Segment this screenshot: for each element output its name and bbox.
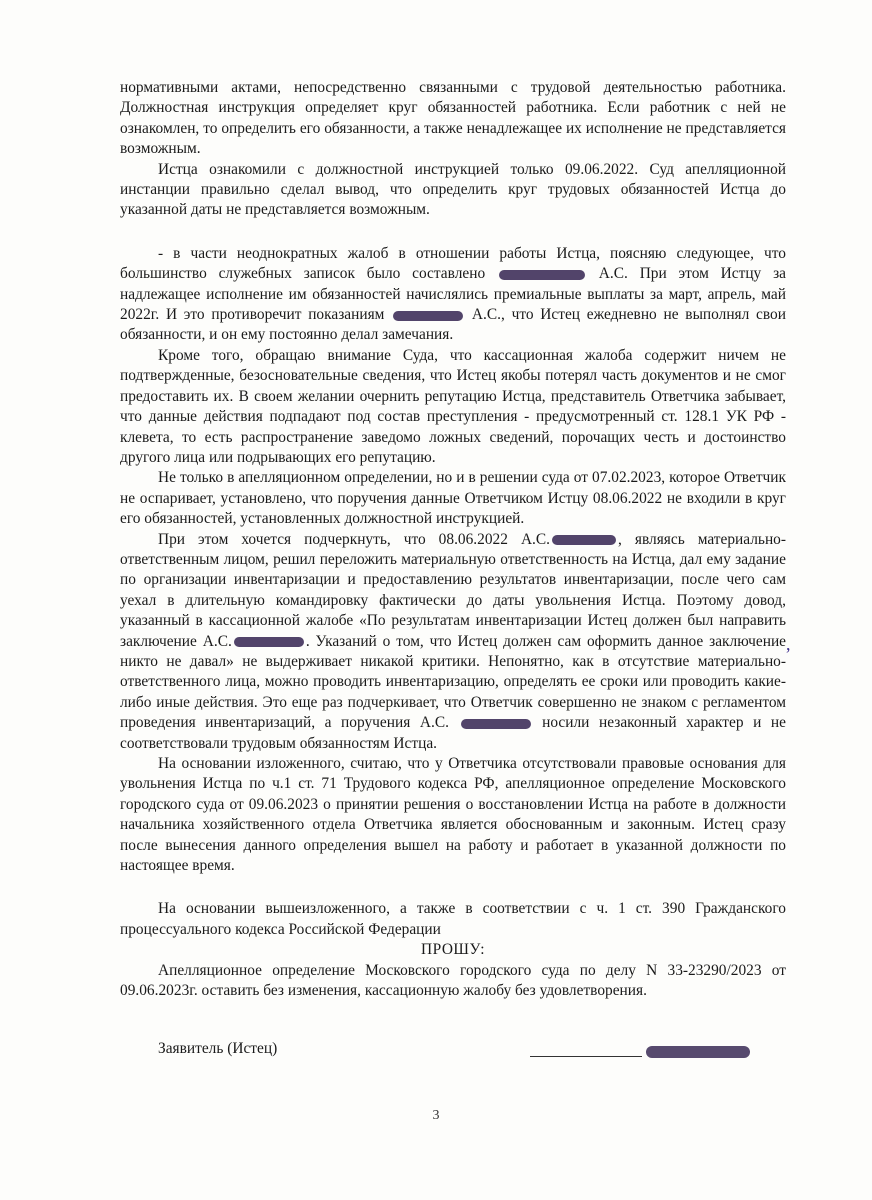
signature-label: Заявитель (Истец) bbox=[158, 1040, 278, 1057]
redacted-signature bbox=[646, 1046, 750, 1058]
paragraph-complaints bbox=[120, 244, 786, 346]
spacer bbox=[120, 221, 786, 244]
paragraph-inventory bbox=[120, 530, 786, 754]
paragraph-conclusion: На основании изложенного, считаю, что у Ответчика отсутствовали правовые основания для увольнения Истца по ч.1 ст. 71 Трудового кодекса РФ, апелляционное определение Московского городского суда от 09.06.2023 о принятии решения о восстановлении Истца на работе в должности начальника хозяйственного отдела Ответчика является обоснованным и законным. Истец сразу после вынесения данного определения вышел на работу и работает в указанной должности по настоящее время. bbox=[120, 755, 786, 875]
paragraph-request: Апелляционное определение Московского городского суда по делу N 33-23290/2023 от 09.06.2023г. оставить без изменения, кассационную жалобу без удовлетворения. bbox=[120, 961, 786, 1000]
inventory-text-4: носили незаконный характер и не соответствовали трудовым обязанностям Истца. bbox=[120, 714, 786, 752]
spacer bbox=[120, 876, 786, 899]
complaints-text-1: - в части неоднократных жалоб в отношении работы Истца, поясняю следующее, что большинство служебных записок было составлено bbox=[120, 244, 786, 283]
redacted-name bbox=[499, 270, 585, 280]
pen-comma-mark: , bbox=[786, 634, 791, 654]
signature-row bbox=[158, 1040, 758, 1064]
request-heading: ПРОШУ: bbox=[420, 941, 486, 959]
inventory-text-2: , являясь материально-ответственным лицом, решил переложить материальную ответственность на Истца, дал ему задание по организации инвентаризации и предоставлению результатов инвентаризации, после чего сам уехал в длительную командировку фактически до даты увольнения Истца. Поэтому довод, указанный в кассационной жалобе «По результатам инвентаризации Истец должен был направить заключение А.С. bbox=[120, 530, 786, 650]
redacted-name bbox=[393, 311, 463, 321]
page-number: 3 bbox=[432, 1108, 440, 1123]
redacted-name bbox=[461, 719, 531, 729]
complaints-text-2: А.С. При этом Истцу за надлежащее исполнение им обязанностей начислялись премиальные выплаты за март, апрель, май 2022г. И это противоречит показаниям bbox=[120, 265, 786, 324]
inventory-text-1: При этом хочется подчеркнуть, что 08.06.2022 А.С. bbox=[158, 530, 551, 548]
paragraph-court-decision: Не только в апелляционном определении, но и в решении суда от 07.02.2023, которое Ответчик не оспаривает, установлено, что поручения данные Ответчиком Истцу 08.06.2022 не входили в круг его обязанностей, установленных должностной инструкцией. bbox=[120, 469, 786, 528]
signature-line bbox=[530, 1056, 642, 1057]
redacted-name bbox=[552, 535, 616, 545]
paragraph-cassation-claims: Кроме того, обращаю внимание Суда, что кассационная жалоба содержит ничем не подтвержденные, безосновательные сведения, что Истец якобы потерял часть документов и не смог предоставить их. В своем желании очернить репутацию Истца, представитель Ответчика забывает, что данные действия подпадают под состав преступления - предусмотренный ст. 128.1 УК РФ - клевета, то есть распространение заведомо ложных сведений, порочащих честь и достоинство другого лица или подрывающих его репутацию. bbox=[120, 346, 786, 466]
paragraph-instruction-date: Истца ознакомили с должностной инструкцией только 09.06.2022. Суд апелляционной инстанции правильно сделал вывод, что определить круг трудовых обязанностей Истца до указанной даты не представляется возможным. bbox=[120, 160, 786, 219]
paragraph-legal-basis: На основании вышеизложенного, а также в соответствии с ч. 1 ст. 390 Гражданского процессуального кодекса Российской Федерации bbox=[120, 900, 786, 938]
text-section-top bbox=[120, 78, 786, 1001]
inventory-text-3: . Указаний о том, что Истец должен сам оформить данное заключение никто не давал» не выдерживает никакой критики. Непонятно, как в отсутствие материально-ответственного лица, можно проводить инвентаризацию, определять ее сроки или проводить какие-либо иные действия. Это еще раз подчеркивает, что Ответчик совершенно не знаком с регламентом проведения инвентаризаций, а поручения А.С. bbox=[120, 632, 787, 732]
complaints-text-3: А.С., что Истец ежедневно не выполнял свои обязанности, и он ему постоянно делал замечания. bbox=[120, 306, 786, 344]
paragraph-job-description: нормативными актами, непосредственно связанными с трудовой деятельностью работника. Должностная инструкция определяет круг обязанностей работника. Если работник с ней не ознакомлен, то определить его обязанности, а также ненадлежащее их исполнение не представляется возможным. bbox=[120, 79, 786, 158]
redacted-name bbox=[234, 637, 304, 647]
